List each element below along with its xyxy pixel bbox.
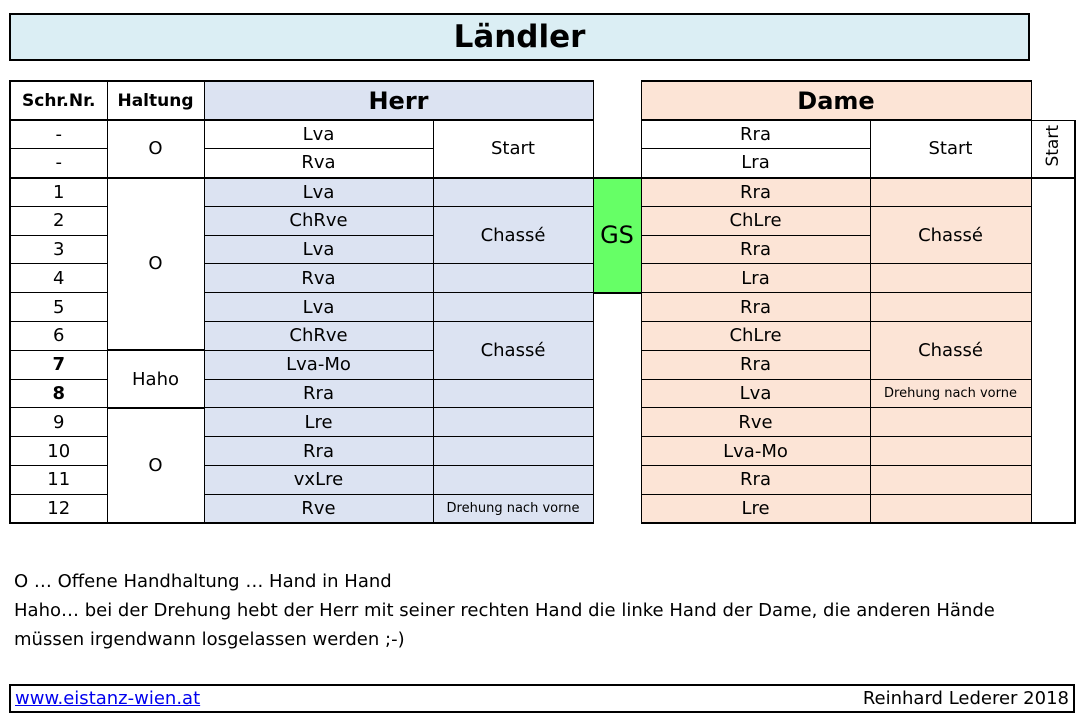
dame-step: Lra	[641, 149, 870, 178]
dame-note	[870, 466, 1031, 495]
herr-step: Rva	[204, 264, 433, 293]
website-link[interactable]: www.eistanz-wien.at	[15, 688, 201, 709]
dame-step: Lva	[641, 379, 870, 408]
haltung-cell: Haho	[107, 350, 204, 408]
dame-step: Lva-Mo	[641, 437, 870, 466]
herr-note	[433, 293, 593, 322]
header-dame: Dame	[641, 81, 1031, 120]
header-herr: Herr	[204, 81, 593, 120]
header-gap	[593, 81, 641, 120]
header-row	[10, 81, 1075, 120]
dame-note	[870, 264, 1031, 293]
step-number: 4	[10, 264, 107, 293]
step-number: 8	[10, 379, 107, 408]
step-number: 5	[10, 293, 107, 322]
gap-cell	[593, 120, 641, 178]
dame-note	[870, 293, 1031, 322]
herr-step: ChRve	[204, 322, 433, 351]
herr-step: vxLre	[204, 466, 433, 495]
step-number: 10	[10, 437, 107, 466]
dame-step: Rra	[641, 293, 870, 322]
herr-step: Lva	[204, 120, 433, 149]
table-row	[10, 120, 1075, 149]
dance-steps-table	[9, 80, 1076, 524]
step-number: 1	[10, 178, 107, 207]
author-credit: Reinhard Lederer 2018	[862, 688, 1069, 709]
step-number: 3	[10, 235, 107, 264]
step-number: 6	[10, 322, 107, 351]
header-schr-nr: Schr.Nr.	[10, 81, 107, 120]
herr-chasse-note: Chassé	[433, 322, 593, 380]
step-number: -	[10, 120, 107, 149]
herr-step: ChRve	[204, 206, 433, 235]
herr-drehung-note: Drehung nach vorne	[433, 494, 593, 523]
table-row	[10, 408, 1075, 437]
herr-step: Rve	[204, 494, 433, 523]
page-title: Ländler	[453, 19, 586, 55]
herr-note	[433, 408, 593, 437]
step-number: 12	[10, 494, 107, 523]
herr-step: Lva	[204, 235, 433, 264]
step-number: 7	[10, 350, 107, 379]
dame-chasse-note: Chassé	[870, 322, 1031, 380]
footer	[9, 684, 1075, 713]
step-number: -	[10, 149, 107, 178]
dame-note	[870, 408, 1031, 437]
legend-line-haho-cont: müssen irgendwann losgelassen werden ;-)	[14, 629, 405, 650]
dame-step: Rra	[641, 466, 870, 495]
herr-step: Lre	[204, 408, 433, 437]
herr-step: Rra	[204, 379, 433, 408]
herr-note	[433, 466, 593, 495]
herr-step: Lva-Mo	[204, 350, 433, 379]
start-vertical-cell	[1031, 120, 1075, 178]
herr-note	[433, 264, 593, 293]
dame-chasse-note: Chassé	[870, 206, 1031, 264]
table-row	[10, 178, 1075, 207]
herr-chasse-note: Chassé	[433, 206, 593, 264]
dame-note	[870, 437, 1031, 466]
header-haltung: Haltung	[107, 81, 204, 120]
dame-drehung-note: Drehung nach vorne	[870, 379, 1031, 408]
haltung-cell: O	[107, 178, 204, 351]
dame-step: Lra	[641, 264, 870, 293]
legend-line-haho: Haho… bei der Drehung hebt der Herr mit seiner rechten Hand die linke Hand der Dame, die anderen Hände	[14, 600, 995, 621]
dame-step: Lre	[641, 494, 870, 523]
dame-step: Rra	[641, 178, 870, 207]
legend	[14, 567, 995, 654]
herr-step: Lva	[204, 178, 433, 207]
dame-step: Rve	[641, 408, 870, 437]
gap-cell	[593, 293, 641, 523]
gs-cell: GS	[593, 178, 641, 293]
dame-note	[870, 178, 1031, 207]
herr-note	[433, 178, 593, 207]
dame-step: ChLre	[641, 322, 870, 351]
dame-step: ChLre	[641, 206, 870, 235]
dame-step: Rra	[641, 350, 870, 379]
step-number: 2	[10, 206, 107, 235]
haltung-cell: O	[107, 408, 204, 523]
header-blank	[1031, 81, 1075, 120]
start-vertical-label: Start	[1042, 125, 1063, 167]
title-banner	[9, 13, 1030, 61]
herr-start-note: Start	[433, 120, 593, 178]
dame-step: Rra	[641, 120, 870, 149]
haltung-cell: O	[107, 120, 204, 178]
herr-step: Rra	[204, 437, 433, 466]
step-number: 9	[10, 408, 107, 437]
dame-start-note: Start	[870, 120, 1031, 178]
legend-line-offene: O … Offene Handhaltung … Hand in Hand	[14, 571, 392, 592]
step-number: 11	[10, 466, 107, 495]
right-empty-column	[1031, 178, 1075, 524]
dame-step: Rra	[641, 235, 870, 264]
herr-note	[433, 379, 593, 408]
dame-note	[870, 494, 1031, 523]
herr-step: Lva	[204, 293, 433, 322]
herr-step: Rva	[204, 149, 433, 178]
herr-note	[433, 437, 593, 466]
